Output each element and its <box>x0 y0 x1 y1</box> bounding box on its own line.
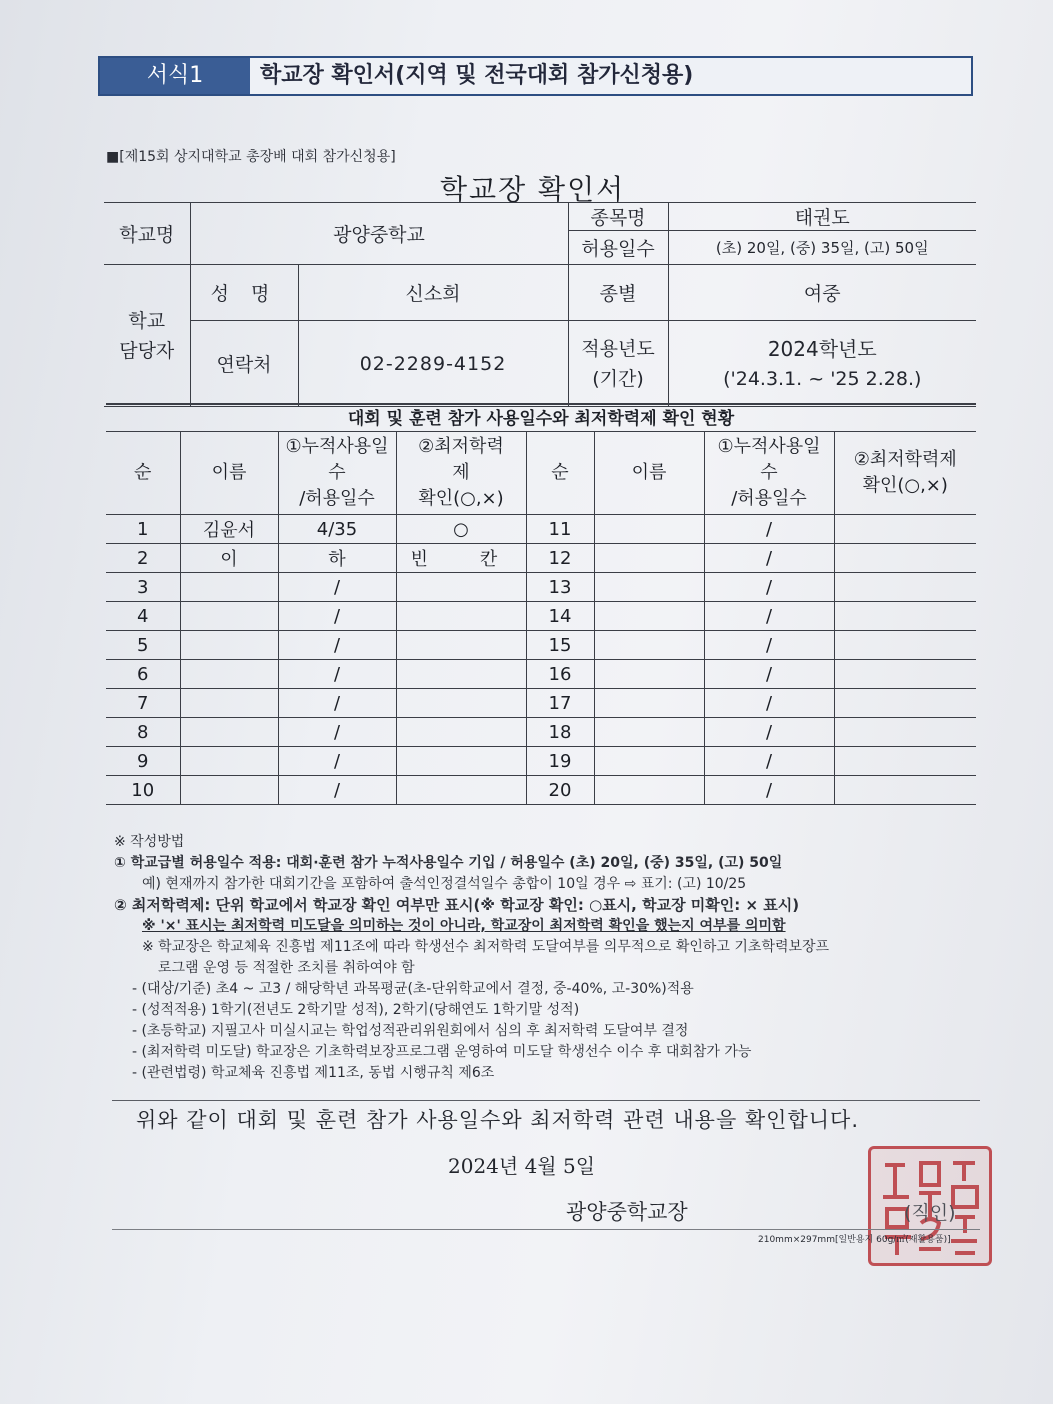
form-header-title: 학교장 확인서(지역 및 전국대회 참가신청용) <box>260 63 694 88</box>
row-check-extra-text: 칸 <box>479 549 498 570</box>
row-no-2: 18 <box>526 718 594 747</box>
row-days: / <box>278 631 396 660</box>
school-name-value: 광양중학교 <box>190 203 568 265</box>
contact-value: 02-2289-4152 <box>298 321 568 407</box>
note-2-b-line2: 로그램 운영 등 적절한 조치를 취하여야 함 <box>158 960 415 976</box>
row-check-text: 빈 <box>410 549 428 570</box>
row-no: 5 <box>106 631 180 660</box>
header-days-2: ①누적사용일 수 /허용일수 <box>704 432 834 515</box>
table-row <box>106 776 976 805</box>
header-check: ②최저학력 제 확인(○,×) <box>396 432 526 515</box>
row-check <box>396 602 526 631</box>
row-name <box>180 747 278 776</box>
detail-3: - (초등학교) 지필고사 미실시교는 학업성적관리위원회에서 심의 후 최저학력 도달여부 결정 <box>132 1023 689 1039</box>
row-name-2 <box>594 573 704 602</box>
table-row <box>106 747 976 776</box>
detail-4: - (최저학력 미도달) 학교장은 기초학력보장프로그램 운영하여 미도달 학생선수 이수 후 대회참가 가능 <box>132 1044 752 1060</box>
row-check <box>396 544 526 573</box>
divider-line <box>112 1100 980 1101</box>
row-check <box>396 660 526 689</box>
row-name: 이 <box>180 544 278 573</box>
row-name <box>180 776 278 805</box>
row-days-2: / <box>704 660 834 689</box>
row-days: / <box>278 747 396 776</box>
row-days: 4/35 <box>278 515 396 544</box>
row-check-2 <box>834 660 976 689</box>
form-header <box>98 56 973 96</box>
note-1: ① 학교급별 허용일수 적용: 대회·훈련 참가 누적사용일수 기입 / 허용일수 (초) 20일, (중) 35일, (고) 50일 <box>114 855 783 871</box>
row-no-2: 13 <box>526 573 594 602</box>
row-check-2 <box>834 776 976 805</box>
row-check <box>396 718 526 747</box>
table-row <box>106 718 976 747</box>
row-check-2 <box>834 573 976 602</box>
row-no-2: 11 <box>526 515 594 544</box>
row-days-2: / <box>704 544 834 573</box>
row-no: 4 <box>106 602 180 631</box>
row-name <box>180 660 278 689</box>
row-no: 9 <box>106 747 180 776</box>
table-row <box>106 544 976 573</box>
detail-5: - (관련법령) 학교체육 진흥법 제11조, 동법 시행규칙 제6조 <box>132 1065 495 1081</box>
row-no: 1 <box>106 515 180 544</box>
row-name-2 <box>594 544 704 573</box>
allowed-days-label: 허용일수 <box>568 231 668 265</box>
row-days: / <box>278 602 396 631</box>
row-check <box>396 689 526 718</box>
header-name-2: 이름 <box>594 432 704 515</box>
seal-label: (직인) <box>904 1202 956 1224</box>
row-no: 6 <box>106 660 180 689</box>
row-no-2: 17 <box>526 689 594 718</box>
row-no: 2 <box>106 544 180 573</box>
school-year-period: ('24.3.1. ~ '25 2.28.) <box>723 367 922 390</box>
writing-instructions <box>114 832 984 1084</box>
table-row <box>106 573 976 602</box>
school-name-label: 학교명 <box>104 203 190 265</box>
row-name <box>180 718 278 747</box>
row-days: / <box>278 776 396 805</box>
row-days-2: / <box>704 776 834 805</box>
row-name-2 <box>594 776 704 805</box>
row-check-2 <box>834 631 976 660</box>
row-name-2 <box>594 747 704 776</box>
document-title: 학교장 확인서 <box>440 173 626 206</box>
row-no-2: 16 <box>526 660 594 689</box>
manager-name-value: 신소희 <box>298 265 568 321</box>
year-cell <box>668 321 976 407</box>
row-days: / <box>278 660 396 689</box>
event-subheading: ■[제15회 상지대학교 총장배 대회 참가신청용] <box>106 149 396 165</box>
row-name <box>180 631 278 660</box>
row-days-2: / <box>704 573 834 602</box>
row-days-2: / <box>704 718 834 747</box>
school-info-table <box>104 202 976 407</box>
roster-section-title: 대회 및 훈련 참가 사용일수와 최저학력제 확인 현황 <box>106 403 976 433</box>
table-row <box>106 689 976 718</box>
row-name-2 <box>594 515 704 544</box>
row-days-2: / <box>704 515 834 544</box>
row-name-2 <box>594 660 704 689</box>
header-name: 이름 <box>180 432 278 515</box>
row-no-2: 20 <box>526 776 594 805</box>
form-number-tag: 서식1 <box>100 58 250 94</box>
row-days: / <box>278 573 396 602</box>
athlete-roster-table <box>106 431 976 805</box>
row-check <box>396 631 526 660</box>
row-days-2: / <box>704 747 834 776</box>
year-label: 적용년도 (기간) <box>568 321 668 407</box>
row-check-2 <box>834 515 976 544</box>
category-value: 여중 <box>668 265 976 321</box>
table-row <box>106 602 976 631</box>
row-name-2 <box>594 689 704 718</box>
row-no: 7 <box>106 689 180 718</box>
row-days: 하 <box>278 544 396 573</box>
row-name: 김윤서 <box>180 515 278 544</box>
row-name <box>180 689 278 718</box>
school-year-value: 2024학년도 <box>767 336 877 361</box>
event-label: 종목명 <box>568 203 668 231</box>
header-no: 순 <box>106 432 180 515</box>
detail-1: - (대상/기준) 초4 ~ 고3 / 해당학년 과목평균(초-단위학교에서 결정, 중-40%, 고-30%)적용 <box>132 981 694 997</box>
row-name-2 <box>594 631 704 660</box>
row-no: 3 <box>106 573 180 602</box>
note-2-b-line1: ※ 학교장은 학교체육 진흥법 제11조에 따라 학생선수 최저학력 도달여부를 의무적으로 확인하고 기초학력보장프 <box>142 939 830 955</box>
row-no-2: 14 <box>526 602 594 631</box>
row-name-2 <box>594 718 704 747</box>
category-label: 종별 <box>568 265 668 321</box>
row-check <box>396 747 526 776</box>
table-row <box>106 515 976 544</box>
header-days: ①누적사용일 수 /허용일수 <box>278 432 396 515</box>
contact-label: 연락처 <box>190 321 298 407</box>
issue-date: 2024년 4월 5일 <box>448 1154 596 1178</box>
note-1-example: 예) 현재까지 참가한 대회기간을 포함하여 출석인정결석일수 총합이 10일 경우 ⇨ 표기: (고) 10/25 <box>142 876 747 892</box>
row-no-2: 19 <box>526 747 594 776</box>
row-check <box>396 573 526 602</box>
row-days-2: / <box>704 689 834 718</box>
confirmation-statement: 위와 같이 대회 및 훈련 참가 사용일수와 최저학력 관련 내용을 확인합니다. <box>136 1108 860 1132</box>
row-check: ○ <box>396 515 526 544</box>
event-value: 태권도 <box>668 203 976 231</box>
row-no-2: 12 <box>526 544 594 573</box>
notes-title: ※ 작성방법 <box>114 834 185 850</box>
row-days-2: / <box>704 602 834 631</box>
paper-spec-footnote: 210mm×297mm[일반용지 60g/㎡(재활용품)] <box>758 1235 951 1245</box>
row-days: / <box>278 718 396 747</box>
row-no-2: 15 <box>526 631 594 660</box>
row-days-2: / <box>704 631 834 660</box>
manager-label: 학교 담당자 <box>104 265 190 407</box>
row-check-2 <box>834 544 976 573</box>
table-row <box>106 660 976 689</box>
row-name <box>180 602 278 631</box>
row-name-2 <box>594 602 704 631</box>
table-row <box>106 631 976 660</box>
row-days: / <box>278 689 396 718</box>
allowed-days-value: (초) 20일, (중) 35일, (고) 50일 <box>668 231 976 265</box>
footer-line <box>112 1229 980 1230</box>
note-2: ② 최저학력제: 단위 학교에서 학교장 확인 여부만 표시(※ 학교장 확인: ○표시, 학교장 미확인: × 표시) <box>114 896 800 914</box>
header-check-2: ②최저학력제 확인(○,×) <box>834 432 976 515</box>
row-no: 10 <box>106 776 180 805</box>
row-name <box>180 573 278 602</box>
row-check-2 <box>834 718 976 747</box>
row-no: 8 <box>106 718 180 747</box>
detail-2: - (성적적용) 1학기(전년도 2학기말 성적), 2학기(당해연도 1학기말 성적) <box>132 1002 580 1018</box>
note-2-a: ※ '×' 표시는 최저학력 미도달을 의미하는 것이 아니라, 학교장이 최저학력 확인을 했는지 여부를 의미함 <box>142 918 786 934</box>
row-check-2 <box>834 602 976 631</box>
row-check-2 <box>834 747 976 776</box>
header-no-2: 순 <box>526 432 594 515</box>
row-check <box>396 776 526 805</box>
row-check-2 <box>834 689 976 718</box>
principal-signature: 광양중학교장 <box>566 1200 688 1224</box>
manager-name-label: 성 명 <box>190 265 298 321</box>
